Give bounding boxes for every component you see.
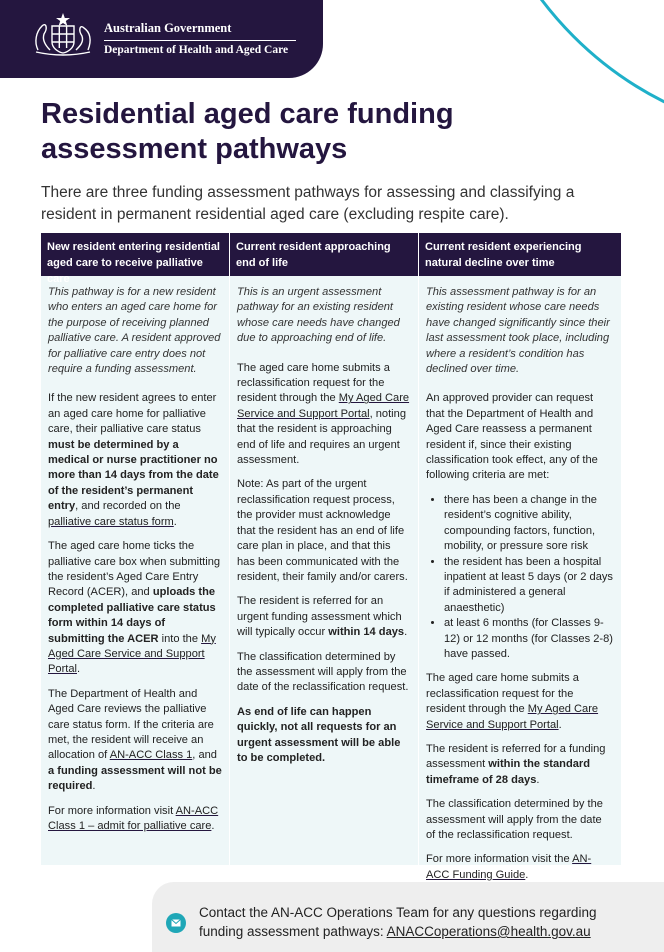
page-title: Residential aged care funding assessment pathways (41, 98, 454, 165)
pathway-end-of-life-column (230, 233, 418, 865)
envelope-icon (166, 913, 186, 933)
pathway-palliative-column (41, 233, 229, 865)
pathway-summary: This assessment pathway is for an existing resident whose care needs have changed significantly since their last assessment took place, including where a resident’s condition has declined over time. (426, 286, 610, 376)
column-heading: Current resident experiencing natural decline over time (419, 233, 621, 276)
paragraph: For more information visit AN-ACC Class 1 – admit for palliative care. (48, 804, 219, 832)
paragraph: The aged care home submits a reclassification request for the resident through the My Aged Care Service and Support Portal. (426, 672, 599, 731)
warning-paragraph: As end of life can happen quickly, not all requests for an urgent assessment will be able to be completed. (237, 705, 401, 764)
contact-text: Contact the AN-ACC Operations Team for any questions regarding funding assessment pathways: ANACCoperations@health.gov.au (199, 905, 597, 939)
paragraph: The resident is referred for an urgent funding assessment which will typically occur within 14 days. (237, 595, 408, 639)
list-item: • the resident has been a hospital inpatient at least 5 days (or 2 days if administered a general anaesthetic) (444, 555, 614, 617)
an-acc-class-1-link[interactable]: AN-ACC Class 1 (109, 749, 193, 762)
government-name: Australian Government (104, 21, 232, 35)
paragraph: An approved provider can request that the Department of Health and Aged Care reassess a permanent resident if, since their existing classification took effect, any of the following criteria are met: (426, 392, 598, 482)
an-acc-class-1-admit-link[interactable]: AN-ACC Class 1 – admit for palliative care (48, 804, 219, 832)
government-header (0, 0, 323, 78)
intro-text: There are three funding assessment pathways for assessing and classifying a resident in permanent residential aged care (excluding respite care). (41, 184, 575, 223)
paragraph: The aged care home ticks the palliative care box when submitting the resident’s Aged Care Entry Record (ACER), and uploads the completed palliative care status form within 14 days of submitting the ACER into the My Aged Care Service and Support Portal. (48, 540, 221, 676)
pathway-summary: This is an urgent assessment pathway for an existing resident whose care needs have changed due to approaching end of life. (237, 286, 400, 345)
criteria-list (426, 493, 614, 662)
pathways-table (41, 233, 621, 881)
note-paragraph: Note: As part of the urgent reclassification request process, the provider must acknowledge that the resident has an end of life care plan in place, and that this has been communicated with the resident, their family and/or carers. (237, 478, 408, 583)
contact-email-link[interactable]: ANACCoperations@health.gov.au (386, 924, 591, 939)
department-name: Department of Health and Aged Care (104, 44, 289, 56)
paragraph: The classification determined by the assessment will apply from the date of the reclassification request. (237, 650, 409, 694)
header-divider (104, 40, 296, 41)
list-item: • there has been a change in the resident’s cognitive ability, compounding factors, function, mobility, or pressure sore risk (444, 493, 614, 555)
list-item: • at least 6 months (for Classes 9-12) or 12 months (for Classes 2-8) have passed. (444, 616, 614, 662)
pathway-summary: This pathway is for a new resident who enters an aged care home for the purpose of receiving planned palliative care. A resident approved for palliative care entry does not require a funding assessment. (48, 286, 221, 376)
paragraph: For more information visit the AN-ACC Funding Guide. (426, 853, 592, 881)
paragraph: The aged care home submits a reclassification request for the resident through the My Aged Care Service and Support Portal, noting that the resident is approaching end of life and requires an urgent assessment. (237, 361, 410, 467)
column-heading: New resident entering residential aged care to receive palliative care (41, 233, 229, 276)
my-aged-care-portal-link[interactable]: My Aged Care Service and Support Portal (237, 392, 410, 420)
column-heading: Current resident approaching end of life (230, 233, 418, 276)
paragraph: If the new resident agrees to enter an aged care home for palliative care, their palliative care status must be determined by a medical or nurse practitioner no more than 14 days from the date of the resident’s permanent entry, and recorded on the palliative care status form. (48, 392, 219, 528)
my-aged-care-portal-link[interactable]: My Aged Care Service and Support Portal (426, 703, 599, 731)
palliative-care-status-form-link[interactable]: palliative care status form (48, 515, 174, 528)
pathway-natural-decline-column (419, 233, 621, 881)
paragraph: The resident is referred for a funding assessment within the standard timeframe of 28 days. (426, 742, 606, 786)
paragraph: The classification determined by the assessment will apply from the date of the reclassification request. (426, 798, 603, 841)
my-aged-care-portal-link[interactable]: My Aged Care Service and Support Portal (48, 632, 216, 676)
an-acc-funding-guide-link[interactable]: AN-ACC Funding Guide (426, 853, 592, 881)
coat-of-arms-icon (30, 12, 96, 56)
paragraph: The Department of Health and Aged Care reviews the palliative care status form. If the criteria are met, the resident will receive an allocation of AN-ACC Class 1, and a funding assessment will not be required. (48, 687, 222, 793)
